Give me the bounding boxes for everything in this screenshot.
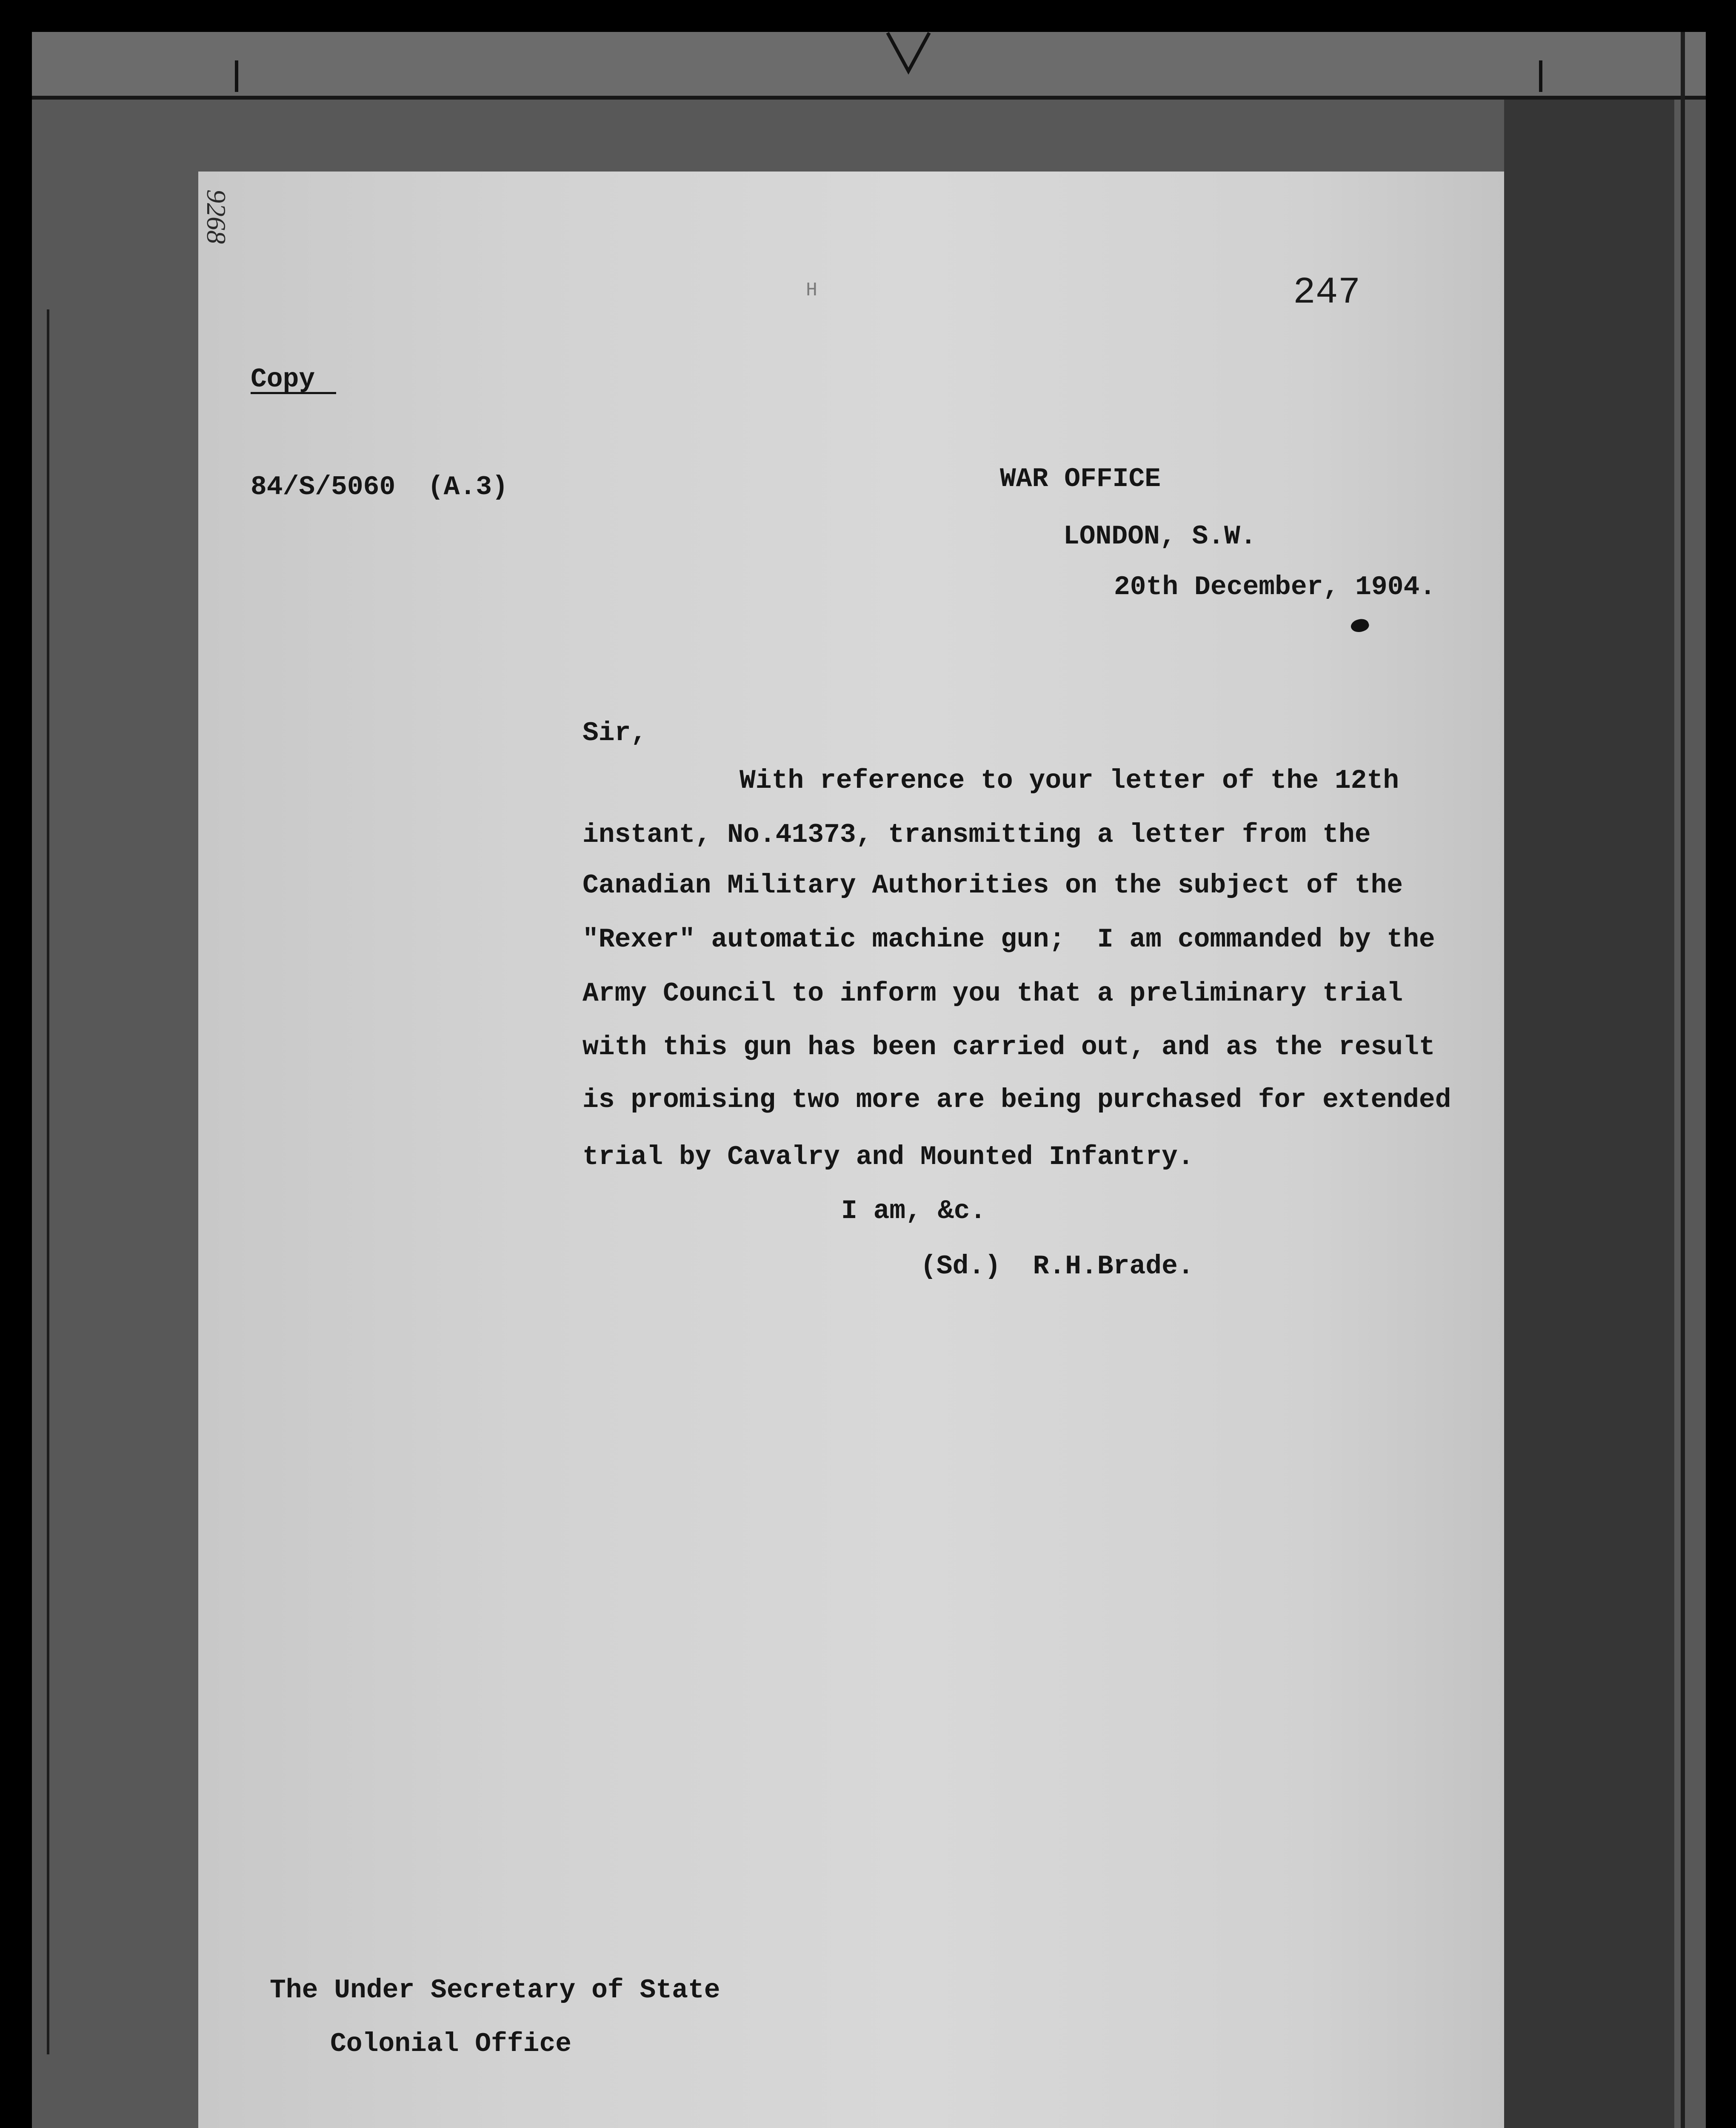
film-frame-left-rule	[47, 309, 49, 2054]
reference-number: 84/S/5060 (A.3)	[251, 472, 508, 502]
sender-address: LONDON, S.W.	[1063, 521, 1256, 552]
salutation: Sir,	[582, 718, 647, 748]
film-frame-right-edge	[1681, 32, 1685, 2128]
recipient-title: The Under Secretary of State	[270, 1975, 720, 2005]
body-line: with this gun has been carried out, and as the result	[582, 1032, 1435, 1062]
margin-mark: H	[806, 280, 818, 301]
recipient-office: Colonial Office	[330, 2029, 572, 2059]
archive-number: 9268	[201, 189, 231, 244]
body-line: trial by Cavalry and Mounted Infantry.	[582, 1142, 1194, 1172]
frame-tick-mark-left	[235, 60, 238, 92]
frame-notch-icon	[885, 32, 932, 74]
body-line: is promising two more are being purchased for extended	[582, 1085, 1451, 1115]
page-number: 247	[1293, 272, 1361, 314]
body-line: With reference to your letter of the 12th	[740, 766, 1399, 796]
frame-tick-mark-right	[1539, 60, 1542, 92]
signature: (Sd.) R.H.Brade.	[920, 1251, 1194, 1281]
sender-office: WAR OFFICE	[1000, 464, 1161, 494]
copy-label: Copy	[251, 367, 336, 394]
body-line: Canadian Military Authorities on the subject of the	[582, 870, 1403, 901]
body-line: Army Council to inform you that a preliminary trial	[582, 978, 1403, 1009]
film-frame-top-band	[32, 32, 1706, 96]
closing: I am, &c.	[841, 1196, 986, 1226]
film-frame-rule	[32, 96, 1706, 100]
body-line: "Rexer" automatic machine gun; I am commanded by the	[582, 924, 1435, 955]
body-line: instant, No.41373, transmitting a letter from the	[582, 820, 1371, 850]
film-frame-right-band	[1504, 100, 1674, 2128]
letter-date: 20th December, 1904.	[1114, 572, 1436, 602]
